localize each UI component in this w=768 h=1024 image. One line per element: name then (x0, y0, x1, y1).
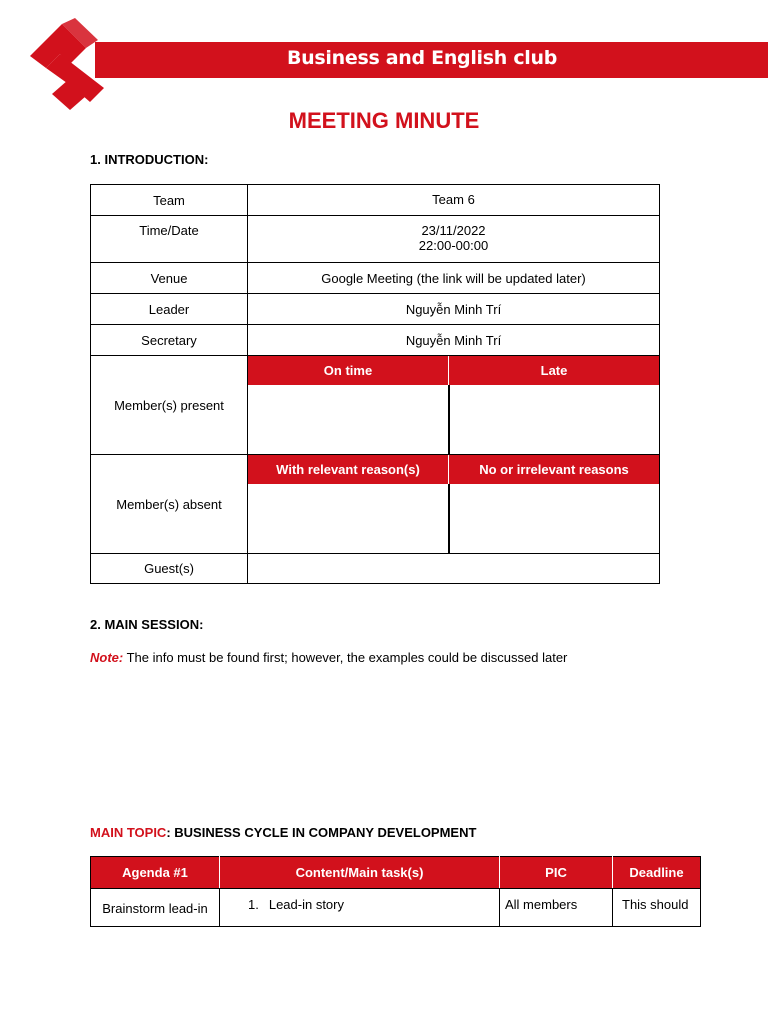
guests-label: Guest(s) (91, 554, 248, 584)
club-logo-icon (0, 18, 120, 113)
time-value: 22:00-00:00 (418, 238, 489, 253)
team-value: Team 6 (248, 185, 660, 216)
on-time-cell[interactable] (248, 386, 449, 455)
introduction-table (90, 184, 660, 584)
members-absent-cell (248, 455, 660, 554)
note-line (90, 650, 567, 665)
time-date-label: Time/Date (91, 216, 248, 263)
main-topic-label: MAIN TOPIC (90, 825, 167, 840)
late-cell[interactable] (449, 386, 660, 455)
venue-label: Venue (91, 263, 248, 294)
agenda-header: Agenda #1 (91, 857, 220, 889)
time-date-value (248, 216, 660, 263)
pic-header: PIC (500, 857, 613, 889)
note-label: Note: (90, 650, 124, 665)
late-header: Late (449, 356, 660, 386)
agenda-table (90, 856, 701, 927)
club-name: Business and English club (287, 47, 558, 69)
members-present-label: Member(s) present (91, 356, 248, 455)
content-text: Lead-in story (268, 897, 344, 912)
relevant-reason-header: With relevant reason(s) (248, 455, 449, 485)
agenda-cell: Brainstorm lead-in (91, 889, 220, 927)
members-absent-label: Member(s) absent (91, 455, 248, 554)
venue-value: Google Meeting (the link will be updated later) (248, 263, 660, 294)
members-absent-subtable (248, 455, 659, 553)
irrelevant-reason-cell[interactable] (449, 485, 660, 554)
document-title: MEETING MINUTE (288, 108, 480, 133)
date-value: 23/11/2022 (421, 223, 486, 238)
leader-label: Leader (91, 294, 248, 325)
section-main-session-heading: 2. MAIN SESSION: (90, 617, 204, 632)
guests-value[interactable] (248, 554, 660, 584)
relevant-reason-cell[interactable] (248, 485, 449, 554)
main-topic-text: : BUSINESS CYCLE IN COMPANY DEVELOPMENT (166, 825, 477, 840)
irrelevant-reason-header: No or irrelevant reasons (449, 455, 660, 485)
content-cell (220, 889, 500, 927)
main-topic-line (90, 825, 476, 840)
on-time-header: On time (248, 356, 449, 386)
deadline-cell: This should (613, 889, 701, 927)
content-header: Content/Main task(s) (220, 857, 500, 889)
leader-value: Nguyễn Minh Trí (248, 294, 660, 325)
members-present-subtable (248, 356, 659, 454)
note-text: The info must be found first; however, the examples could be discussed later (123, 650, 568, 665)
section-introduction-heading: 1. INTRODUCTION: (90, 152, 209, 167)
pic-cell: All members (500, 889, 613, 927)
members-present-cell (248, 356, 660, 455)
list-number: 1. (248, 897, 259, 912)
secretary-label: Secretary (91, 325, 248, 356)
team-label: Team (91, 185, 248, 216)
secretary-value: Nguyễn Minh Trí (248, 325, 660, 356)
table-row (91, 889, 701, 927)
deadline-header: Deadline (613, 857, 701, 889)
